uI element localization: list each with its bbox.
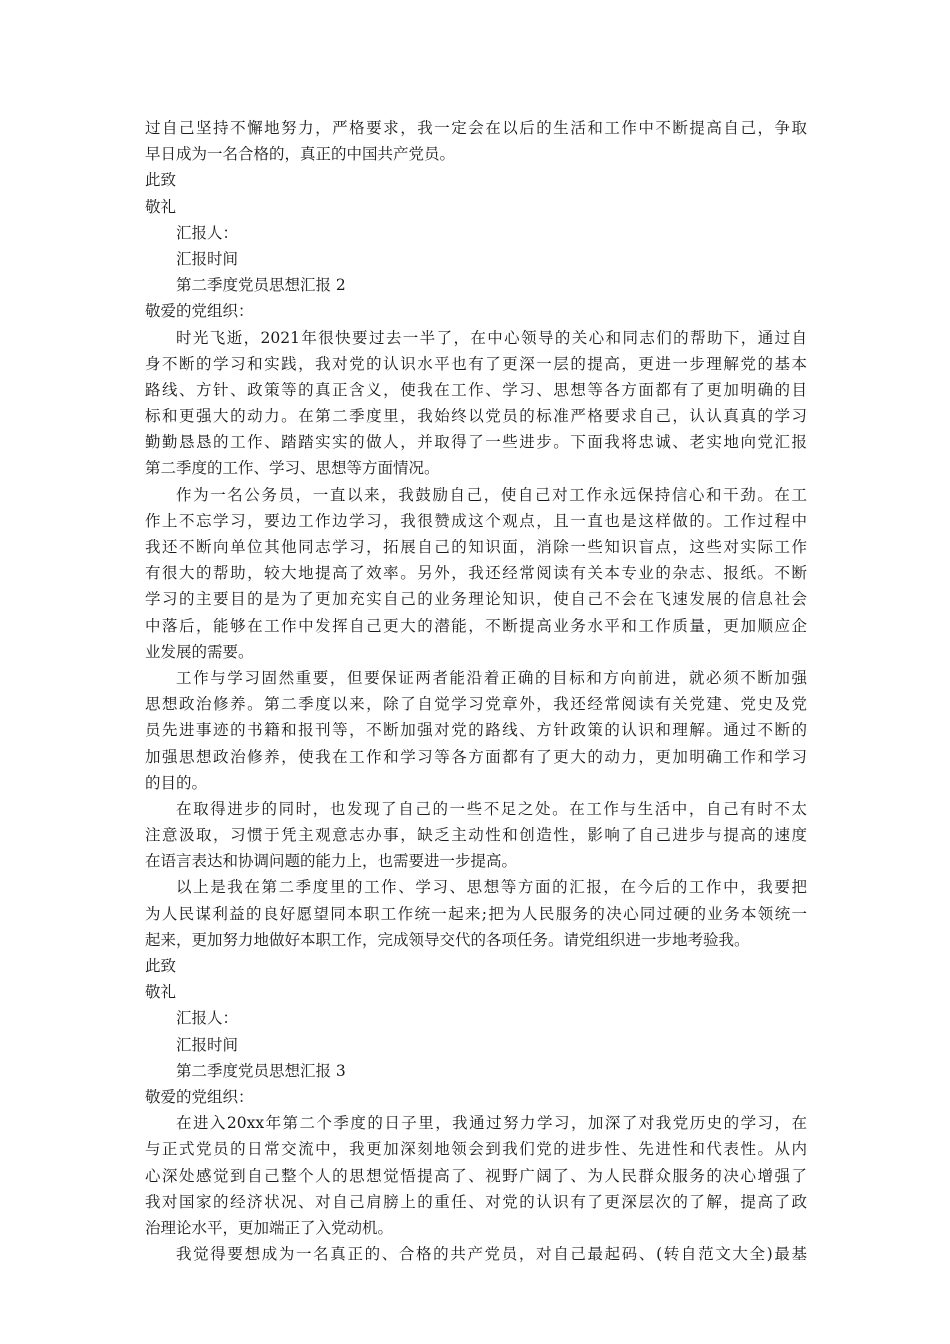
text-line: 勤勤恳恳的工作、踏踏实实的做人，并取得了一些进步。下面我将忠诚、老实地向党汇报 (145, 433, 807, 452)
closing-line: 此致 (145, 957, 177, 975)
text-line: 学习的主要目的是为了更加充实自己的业务理论知识，使自己不会在飞速发展的信息社会 (145, 590, 807, 609)
report-time-label: 汇报时间 (176, 249, 239, 268)
text-line: 心深处感觉到自己整个人的思想觉悟提高了、视野广阔了、为人民群众服务的决心增强了 (145, 1166, 807, 1185)
text-line: 的目的。 (145, 773, 208, 792)
section-title: 第二季度党员思想汇报 3 (176, 1061, 346, 1080)
text-line: 注意汲取，习惯于凭主观意志办事，缺乏主动性和创造性，影响了自己进步与提高的速度 (145, 826, 807, 845)
text-line: 在取得进步的同时，也发现了自己的一些不足之处。在工作与生活中，自己有时不太 (176, 799, 807, 818)
text-line: 工作与学习固然重要，但要保证两者能沿着正确的目标和方向前进，就必须不断加强 (176, 668, 807, 687)
text-line: 过自己坚持不懈地努力，严格要求，我一定会在以后的生活和工作中不断提高自己，争取 (145, 119, 807, 137)
text-line: 路线、方针、政策等的真正含义，使我在工作、学习、思想等各方面都有了更加明确的目 (145, 380, 807, 399)
section-title: 第二季度党员思想汇报 2 (176, 276, 346, 295)
text-line: 中落后，能够在工作中发挥自己更大的潜能，不断提高业务水平和工作质量，更加顺应企 (145, 616, 807, 635)
salutation: 敬爱的党组织： (145, 302, 254, 321)
text-line: 身不断的学习和实践，我对党的认识水平也有了更深一层的提高，更进一步理解党的基本 (145, 354, 807, 373)
text-line: 标和更强大的动力。在第二季度里，我始终以党员的标准严格要求自己，认认真真的学习 (145, 407, 807, 426)
report-time-label: 汇报时间 (176, 1035, 239, 1054)
text-line: 早日成为一名合格的，真正的中国共产党员。 (145, 145, 456, 164)
text-line: 第二季度的工作、学习、思想等方面情况。 (145, 459, 440, 478)
text-line: 在进入20xx年第二个季度的日子里，我通过努力学习，加深了对我党历史的学习，在 (176, 1114, 807, 1133)
text-line: 起来，更加努力地做好本职工作，完成领导交代的各项任务。请党组织进一步地考验我。 (145, 930, 750, 949)
text-line: 有很大的帮助，较大地提高了效率。另外，我还经常阅读有关本专业的杂志、报纸。不断 (145, 564, 807, 583)
text-line: 加强思想政治修养，使我在工作和学习等各方面都有了更大的动力，更加明确工作和学习 (145, 747, 807, 766)
text-line: 与正式党员的日常交流中，我更加深刻地领会到我们党的进步性、先进性和代表性。从内 (145, 1140, 807, 1159)
text-line: 以上是我在第二季度里的工作、学习、思想等方面的汇报，在今后的工作中，我要把 (176, 878, 807, 897)
document-page (145, 115, 807, 1267)
closing-line: 此致 (145, 171, 177, 190)
text-line: 为人民谋利益的良好愿望同本职工作统一起来;把为人民服务的决心同过硬的业务本领统一 (145, 904, 807, 923)
text-line: 作为一名公务员，一直以来，我鼓励自己，使自己对工作永远保持信心和干劲。在工 (176, 485, 807, 504)
text-line: 我还不断向单位其他同志学习，拓展自己的知识面，消除一些知识盲点，这些对实际工作 (145, 538, 807, 556)
text-line: 治理论水平，更加端正了入党动机。 (145, 1218, 394, 1237)
text-line: 我觉得要想成为一名真正的、合格的共产党员，对自己最起码、(转自范文大全)最基 (176, 1245, 807, 1264)
text-line: 时光飞逝，2021年很快要过去一半了，在中心领导的关心和同志们的帮助下，通过自 (176, 328, 807, 347)
text-line: 思想政治修养。第二季度以来，除了自觉学习党章外，我还经常阅读有关党建、党史及党 (145, 695, 807, 714)
text-line: 作上不忘学习，要边工作边学习，我很赞成这个观点，且一直也是这样做的。工作过程中 (145, 511, 807, 530)
reporter-label: 汇报人： (176, 223, 239, 242)
reporter-label: 汇报人： (176, 1009, 239, 1028)
closing-salute: 敬礼 (145, 197, 177, 216)
salutation: 敬爱的党组织： (145, 1087, 254, 1106)
text-line: 业发展的需要。 (145, 642, 254, 661)
text-line: 在语言表达和协调问题的能力上，也需要进一步提高。 (145, 852, 518, 871)
closing-salute: 敬礼 (145, 983, 177, 1002)
text-line: 我对国家的经济状况、对自己肩膀上的重任、对党的认识有了更深层次的了解，提高了政 (145, 1192, 807, 1211)
text-line: 员先进事迹的书籍和报刊等，不断加强对党的路线、方针政策的认识和理解。通过不断的 (145, 721, 807, 740)
